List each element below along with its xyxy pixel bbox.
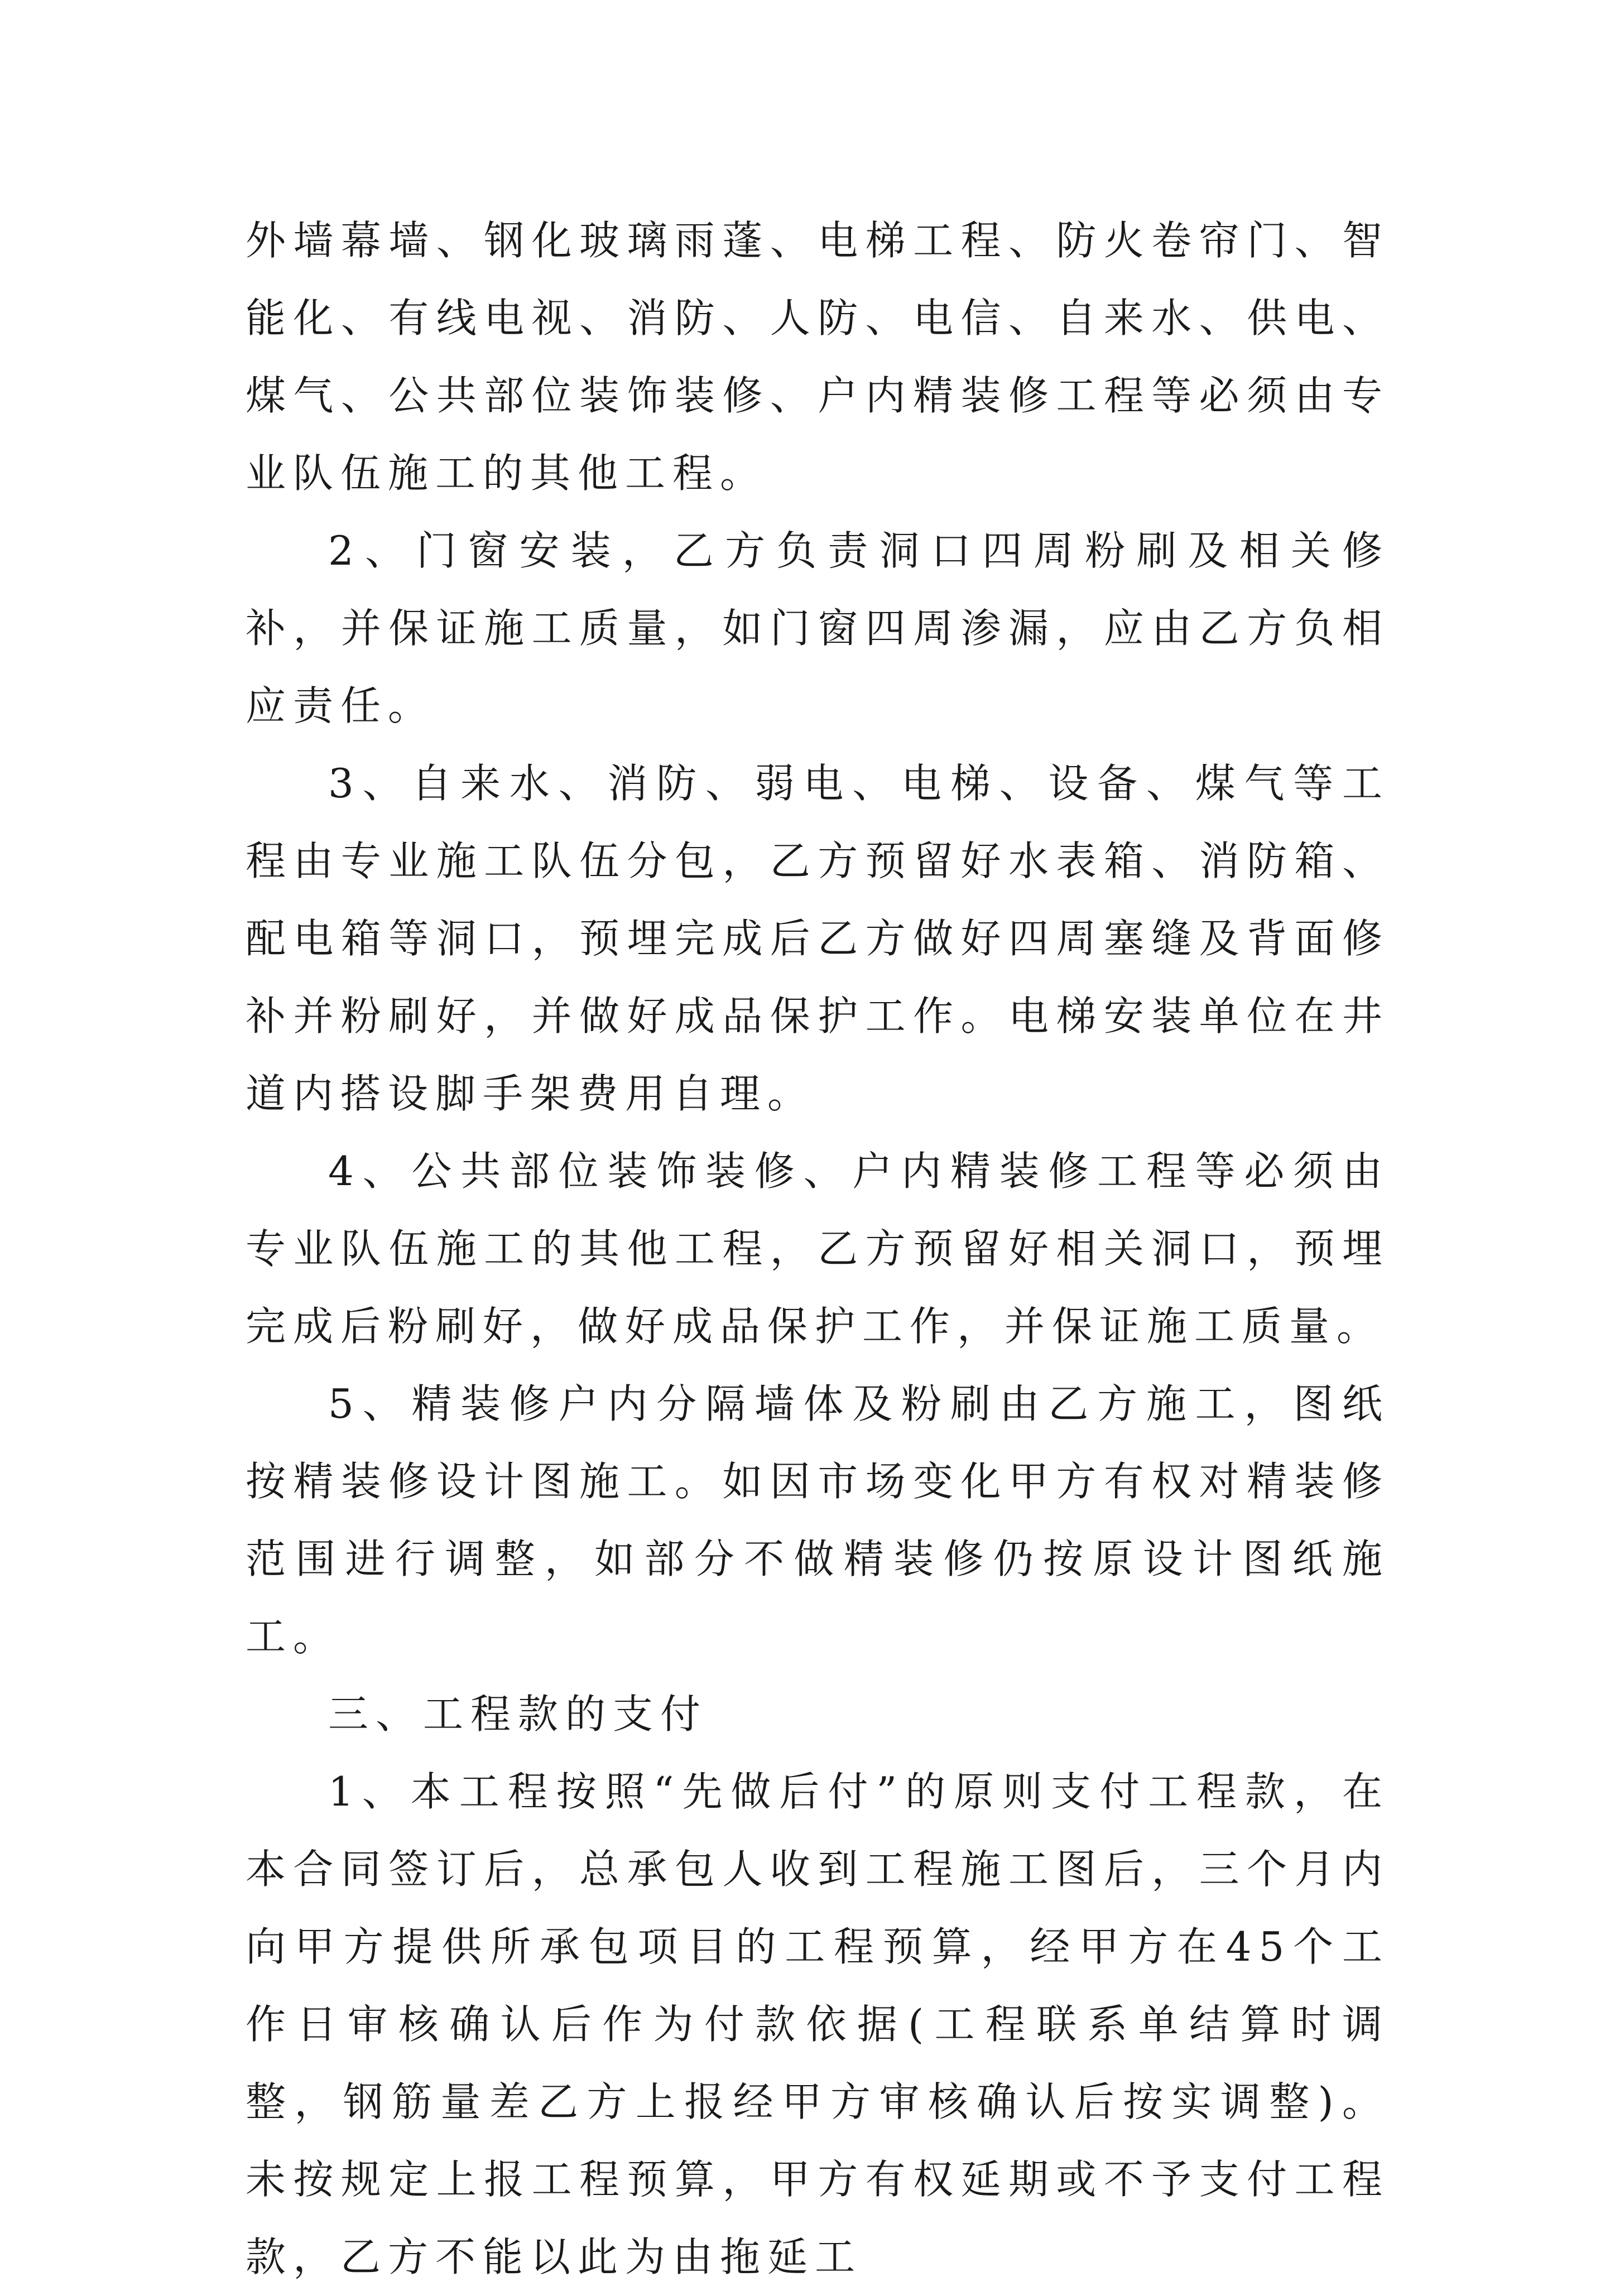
document-body: [246, 202, 1390, 2296]
paragraph-item-2: 2、门窗安装，乙方负责洞口四周粉刷及相关修补，并保证施工质量，如门窗四周渗漏，应由乙方负相应责任。: [246, 527, 1390, 729]
section-heading-payment: 三、工程款的支付: [328, 1691, 708, 1737]
paragraph-item-3: 3、自来水、消防、弱电、电梯、设备、煤气等工程由专业施工队伍分包，乙方预留好水表箱、消防箱、配电箱等洞口，预埋完成后乙方做好四周塞缝及背面修补并粉刷好，并做好成品保护工作。电梯安装单位在井道内搭设脚手架费用自理。: [246, 760, 1390, 1117]
paragraph-payment-item-1: 1、本工程按照“先做后付”的原则支付工程款，在本合同签订后，总承包人收到工程施工图后，三个月内向甲方提供所承包项目的工程预算，经甲方在45个工作日审核确认后作为付款依据(工程联系单结算时调整，钢筋量差乙方上报经甲方审核确认后按实调整)。未按规定上报工程预算，甲方有权延期或不予支付工程款，乙方不能以此为由拖延工: [246, 1768, 1390, 2280]
paragraph-item-4: 4、公共部位装饰装修、户内精装修工程等必须由专业队伍施工的其他工程，乙方预留好相关洞口，预埋完成后粉刷好，做好成品保护工作，并保证施工质量。: [246, 1148, 1390, 1350]
paragraph-continuation: 外墙幕墙、钢化玻璃雨蓬、电梯工程、防火卷帘门、智能化、有线电视、消防、人防、电信、自来水、供电、煤气、公共部位装饰装修、户内精装修工程等必须由专业队伍施工的其他工程。: [246, 217, 1390, 497]
paragraph-item-5: 5、精装修户内分隔墙体及粉刷由乙方施工，图纸按精装修设计图施工。如因市场变化甲方有权对精装修范围进行调整，如部分不做精装修仍按原设计图纸施工。: [246, 1380, 1390, 1660]
